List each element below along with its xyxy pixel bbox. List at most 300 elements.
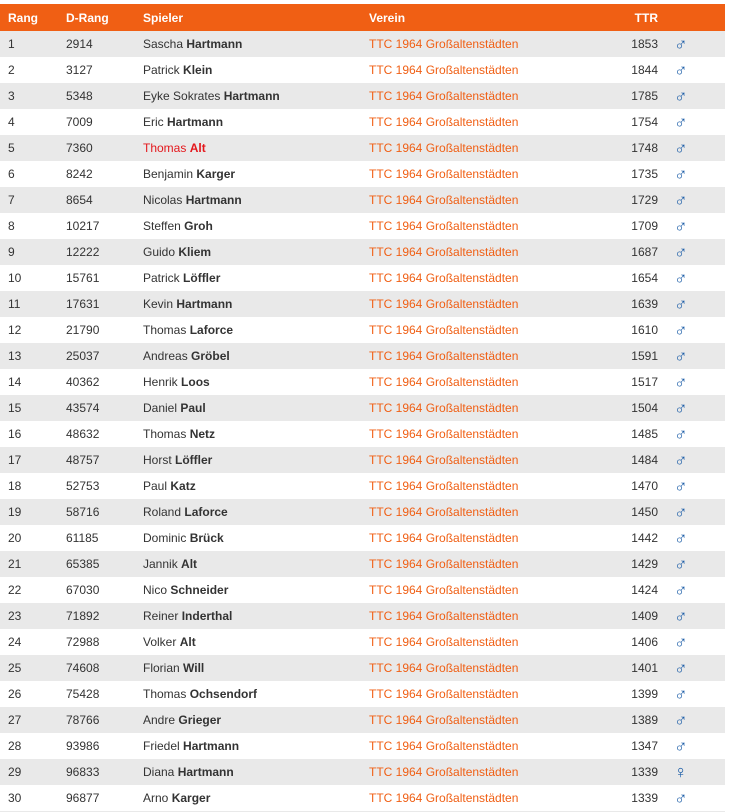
player-link[interactable] xyxy=(143,37,242,51)
ttr-cell: 1853 xyxy=(592,31,658,57)
player-cell xyxy=(143,655,369,681)
player-cell xyxy=(143,707,369,733)
ttr-cell: 1389 xyxy=(592,707,658,733)
drang-cell: 8654 xyxy=(66,187,143,213)
player-first-name: Patrick xyxy=(143,271,180,285)
male-icon: ♂ xyxy=(674,502,688,522)
player-link[interactable] xyxy=(143,401,206,415)
table-row xyxy=(0,83,725,109)
player-first-name: Sascha xyxy=(143,36,184,51)
ttr-cell: 1409 xyxy=(592,603,658,629)
player-link[interactable] xyxy=(143,453,212,467)
ttr-cell: 1639 xyxy=(592,291,658,317)
drang-cell: 21790 xyxy=(66,317,143,343)
table-row xyxy=(0,239,725,265)
male-icon: ♂ xyxy=(674,164,688,184)
player-link[interactable] xyxy=(143,479,196,493)
gender-cell xyxy=(658,83,725,109)
ttr-cell: 1654 xyxy=(592,265,658,291)
male-icon: ♂ xyxy=(674,398,688,418)
player-cell xyxy=(143,135,369,161)
drang-cell: 2914 xyxy=(66,31,143,57)
male-icon: ♂ xyxy=(674,606,688,626)
player-link[interactable] xyxy=(143,245,211,259)
player-link[interactable] xyxy=(143,687,257,701)
player-link[interactable] xyxy=(143,323,233,337)
table-row xyxy=(0,187,725,213)
club-link[interactable]: TTC 1964 Großaltenstädten xyxy=(369,479,519,493)
player-cell xyxy=(143,239,369,265)
player-first-name: Arno xyxy=(143,791,169,805)
table-row xyxy=(0,499,725,525)
player-link[interactable] xyxy=(143,531,224,545)
rang-cell: 13 xyxy=(0,343,66,369)
drang-cell: 74608 xyxy=(66,655,143,681)
player-cell xyxy=(143,187,369,213)
player-cell xyxy=(143,525,369,551)
player-link[interactable] xyxy=(143,635,196,649)
ttr-cell: 1729 xyxy=(592,187,658,213)
gender-cell xyxy=(658,239,725,265)
player-last-name: Loos xyxy=(181,375,210,389)
player-last-name: Grieger xyxy=(178,713,222,727)
club-link[interactable]: TTC 1964 Großaltenstädten xyxy=(369,63,519,77)
male-icon: ♂ xyxy=(674,476,688,496)
rang-cell: 3 xyxy=(0,83,66,109)
club-link[interactable]: TTC 1964 Großaltenstädten xyxy=(369,635,519,649)
club-link[interactable]: TTC 1964 Großaltenstädten xyxy=(369,713,519,727)
rang-cell: 21 xyxy=(0,551,66,577)
drang-cell: 58716 xyxy=(66,499,143,525)
player-first-name: Daniel xyxy=(143,401,178,415)
club-cell xyxy=(369,317,592,343)
player-first-name: Kevin xyxy=(143,297,174,311)
table-row xyxy=(0,655,725,681)
player-first-name: Roland xyxy=(143,505,182,519)
club-cell xyxy=(369,187,592,213)
club-link[interactable]: TTC 1964 Großaltenstädten xyxy=(369,375,519,389)
ttr-cell: 1339 xyxy=(592,785,658,811)
player-cell xyxy=(143,343,369,369)
player-cell xyxy=(143,161,369,187)
player-first-name: Nicolas xyxy=(143,193,183,207)
header-row xyxy=(0,4,725,31)
player-last-name: Inderthal xyxy=(181,609,233,623)
player-last-name: Hartmann xyxy=(176,297,233,311)
player-first-name: Henrik xyxy=(143,375,178,389)
rang-cell: 22 xyxy=(0,577,66,603)
player-cell xyxy=(143,603,369,629)
player-link[interactable] xyxy=(143,765,234,779)
player-link[interactable] xyxy=(143,271,220,285)
player-first-name: Dominic xyxy=(143,531,187,545)
club-link[interactable]: TTC 1964 Großaltenstädten xyxy=(369,401,519,415)
table-row xyxy=(0,707,725,733)
male-icon: ♂ xyxy=(674,658,688,678)
player-link[interactable] xyxy=(143,349,230,363)
player-last-name: Kliem xyxy=(178,245,212,259)
gender-cell xyxy=(658,733,725,759)
player-first-name: Volker xyxy=(143,635,177,649)
drang-cell: 7360 xyxy=(66,135,143,161)
drang-cell: 78766 xyxy=(66,707,143,733)
club-cell xyxy=(369,447,592,473)
table-row xyxy=(0,343,725,369)
player-last-name: Hartmann xyxy=(183,739,240,753)
club-link[interactable]: TTC 1964 Großaltenstädten xyxy=(369,219,519,233)
drang-cell: 61185 xyxy=(66,525,143,551)
table-row xyxy=(0,135,725,161)
drang-cell: 75428 xyxy=(66,681,143,707)
drang-cell: 72988 xyxy=(66,629,143,655)
rang-cell: 28 xyxy=(0,733,66,759)
club-link[interactable]: TTC 1964 Großaltenstädten xyxy=(369,531,519,545)
male-icon: ♂ xyxy=(674,450,688,470)
male-icon: ♂ xyxy=(674,112,688,132)
ttr-cell: 1339 xyxy=(592,759,658,785)
club-link[interactable]: TTC 1964 Großaltenstädten xyxy=(369,193,519,207)
player-link[interactable] xyxy=(143,505,228,519)
player-cell xyxy=(143,473,369,499)
player-last-name: Groh xyxy=(184,219,213,233)
ttr-cell: 1406 xyxy=(592,629,658,655)
table-body xyxy=(0,31,725,811)
club-link[interactable]: TTC 1964 Großaltenstädten xyxy=(369,765,519,779)
rang-cell: 14 xyxy=(0,369,66,395)
club-cell xyxy=(369,265,592,291)
table-row xyxy=(0,109,725,135)
gender-cell xyxy=(658,135,725,161)
drang-cell: 17631 xyxy=(66,291,143,317)
club-cell xyxy=(369,161,592,187)
club-cell xyxy=(369,655,592,681)
club-cell xyxy=(369,759,592,785)
table-row xyxy=(0,447,725,473)
player-cell xyxy=(143,395,369,421)
rang-cell: 15 xyxy=(0,395,66,421)
male-icon: ♂ xyxy=(674,684,688,704)
male-icon: ♂ xyxy=(674,268,688,288)
table-row xyxy=(0,473,725,499)
male-icon: ♂ xyxy=(674,60,688,80)
player-link[interactable] xyxy=(143,375,210,389)
rang-cell: 25 xyxy=(0,655,66,681)
club-link[interactable]: TTC 1964 Großaltenstädten xyxy=(369,687,519,701)
male-icon: ♂ xyxy=(674,294,688,314)
drang-cell: 15761 xyxy=(66,265,143,291)
player-first-name: Patrick xyxy=(143,63,180,77)
player-cell xyxy=(143,629,369,655)
ttr-cell: 1687 xyxy=(592,239,658,265)
club-link[interactable]: TTC 1964 Großaltenstädten xyxy=(369,739,519,753)
gender-cell xyxy=(658,603,725,629)
club-link[interactable]: TTC 1964 Großaltenstädten xyxy=(369,167,519,181)
club-cell xyxy=(369,421,592,447)
player-first-name: Thomas xyxy=(143,687,187,701)
male-icon: ♂ xyxy=(674,216,688,236)
club-link[interactable]: TTC 1964 Großaltenstädten xyxy=(369,505,519,519)
gender-cell xyxy=(658,31,725,57)
player-link[interactable] xyxy=(143,583,228,597)
table-row xyxy=(0,317,725,343)
rang-cell: 10 xyxy=(0,265,66,291)
column-header-ttr[interactable]: TTR xyxy=(634,10,658,25)
club-cell xyxy=(369,551,592,577)
player-last-name: Karger xyxy=(196,167,236,181)
player-first-name: Florian xyxy=(143,661,180,675)
gender-cell xyxy=(658,343,725,369)
club-cell xyxy=(369,213,592,239)
drang-cell: 52753 xyxy=(66,473,143,499)
player-first-name: Jannik xyxy=(143,557,178,571)
player-cell xyxy=(143,31,369,57)
player-link[interactable] xyxy=(143,609,232,623)
male-icon: ♂ xyxy=(674,788,688,808)
drang-cell: 7009 xyxy=(66,109,143,135)
gender-cell xyxy=(658,187,725,213)
gender-cell xyxy=(658,369,725,395)
player-link[interactable] xyxy=(143,427,215,441)
club-cell xyxy=(369,369,592,395)
gender-cell xyxy=(658,161,725,187)
table-row xyxy=(0,161,725,187)
ttr-cell: 1709 xyxy=(592,213,658,239)
club-link[interactable]: TTC 1964 Großaltenstädten xyxy=(369,271,519,285)
club-cell xyxy=(369,473,592,499)
rang-cell: 5 xyxy=(0,135,66,161)
rang-cell: 8 xyxy=(0,213,66,239)
club-cell xyxy=(369,395,592,421)
club-cell xyxy=(369,629,592,655)
column-header-verein[interactable]: Verein xyxy=(369,10,406,25)
ttr-cell: 1591 xyxy=(592,343,658,369)
club-link[interactable]: TTC 1964 Großaltenstädten xyxy=(369,297,519,311)
player-cell xyxy=(143,681,369,707)
club-link[interactable]: TTC 1964 Großaltenstädten xyxy=(369,115,519,129)
drang-cell: 12222 xyxy=(66,239,143,265)
male-icon: ♂ xyxy=(674,528,688,548)
gender-cell xyxy=(658,213,725,239)
column-header-spieler[interactable]: Spieler xyxy=(143,10,184,25)
table-row xyxy=(0,759,725,785)
ttr-cell: 1484 xyxy=(592,447,658,473)
club-cell xyxy=(369,109,592,135)
gender-cell xyxy=(658,395,725,421)
male-icon: ♂ xyxy=(674,736,688,756)
club-cell xyxy=(369,681,592,707)
player-last-name: Löffler xyxy=(183,271,221,285)
rang-cell: 30 xyxy=(0,785,66,811)
club-link[interactable]: TTC 1964 Großaltenstädten xyxy=(369,245,519,259)
player-first-name: Eyke Sokrates xyxy=(143,89,221,103)
male-icon: ♂ xyxy=(674,710,688,730)
column-header-drang[interactable]: D-Rang xyxy=(66,10,109,25)
player-link[interactable] xyxy=(143,141,206,155)
gender-cell xyxy=(658,57,725,83)
rang-cell: 1 xyxy=(0,31,66,57)
player-link[interactable] xyxy=(143,791,210,805)
table-row xyxy=(0,577,725,603)
club-link[interactable]: TTC 1964 Großaltenstädten xyxy=(369,141,519,155)
gender-cell xyxy=(658,447,725,473)
gender-cell xyxy=(658,577,725,603)
player-link[interactable] xyxy=(143,115,223,129)
player-first-name: Thomas xyxy=(143,323,187,337)
club-cell xyxy=(369,733,592,759)
player-link[interactable] xyxy=(143,63,212,77)
table-row xyxy=(0,733,725,759)
player-cell xyxy=(143,759,369,785)
player-first-name: Nico xyxy=(143,583,168,597)
gender-cell xyxy=(658,317,725,343)
gender-cell xyxy=(658,759,725,785)
male-icon: ♂ xyxy=(674,580,688,600)
drang-cell: 25037 xyxy=(66,343,143,369)
gender-cell xyxy=(658,499,725,525)
table-row xyxy=(0,31,725,57)
player-first-name: Reiner xyxy=(143,609,179,623)
club-cell xyxy=(369,603,592,629)
rang-cell: 23 xyxy=(0,603,66,629)
player-link[interactable] xyxy=(143,739,239,753)
club-cell xyxy=(369,57,592,83)
player-cell xyxy=(143,369,369,395)
player-last-name: Alt xyxy=(189,141,206,155)
player-last-name: Ochsendorf xyxy=(189,687,258,701)
player-cell xyxy=(143,213,369,239)
club-cell xyxy=(369,135,592,161)
column-header-rang[interactable]: Rang xyxy=(8,10,38,25)
drang-cell: 8242 xyxy=(66,161,143,187)
rang-cell: 24 xyxy=(0,629,66,655)
player-last-name: Laforce xyxy=(189,323,234,337)
ttr-cell: 1470 xyxy=(592,473,658,499)
gender-cell xyxy=(658,655,725,681)
gender-cell xyxy=(658,265,725,291)
drang-cell: 48757 xyxy=(66,447,143,473)
club-link[interactable]: TTC 1964 Großaltenstädten xyxy=(369,89,519,103)
player-first-name: Guido xyxy=(143,245,176,259)
male-icon: ♂ xyxy=(674,190,688,210)
rang-cell: 19 xyxy=(0,499,66,525)
table-header xyxy=(0,4,725,31)
club-cell xyxy=(369,707,592,733)
drang-cell: 43574 xyxy=(66,395,143,421)
club-link[interactable]: TTC 1964 Großaltenstädten xyxy=(369,609,519,623)
table-row xyxy=(0,603,725,629)
club-cell xyxy=(369,31,592,57)
club-link[interactable]: TTC 1964 Großaltenstädten xyxy=(369,427,519,441)
drang-cell: 96877 xyxy=(66,785,143,811)
rang-cell: 2 xyxy=(0,57,66,83)
ttr-cell: 1401 xyxy=(592,655,658,681)
player-last-name: Will xyxy=(183,661,205,675)
ttr-cell: 1347 xyxy=(592,733,658,759)
club-cell xyxy=(369,239,592,265)
player-first-name: Diana xyxy=(143,765,175,779)
player-last-name: Netz xyxy=(189,427,216,441)
male-icon: ♂ xyxy=(674,346,688,366)
player-last-name: Alt xyxy=(179,635,196,649)
player-first-name: Thomas xyxy=(143,141,187,155)
male-icon: ♂ xyxy=(674,320,688,340)
club-link[interactable]: TTC 1964 Großaltenstädten xyxy=(369,661,519,675)
gender-cell xyxy=(658,707,725,733)
male-icon: ♂ xyxy=(674,632,688,652)
club-cell xyxy=(369,785,592,811)
club-cell xyxy=(369,499,592,525)
player-first-name: Andreas xyxy=(143,349,188,363)
player-link[interactable] xyxy=(143,193,242,207)
rang-cell: 4 xyxy=(0,109,66,135)
rang-cell: 7 xyxy=(0,187,66,213)
player-first-name: Steffen xyxy=(143,219,181,233)
player-link[interactable] xyxy=(143,713,221,727)
club-link[interactable]: TTC 1964 Großaltenstädten xyxy=(369,323,519,337)
table-row xyxy=(0,525,725,551)
drang-cell: 10217 xyxy=(66,213,143,239)
female-icon: ♀ xyxy=(674,762,688,782)
club-link[interactable]: TTC 1964 Großaltenstädten xyxy=(369,557,519,571)
gender-cell xyxy=(658,629,725,655)
player-last-name: Schneider xyxy=(170,583,229,597)
drang-cell: 96833 xyxy=(66,759,143,785)
player-last-name: Gröbel xyxy=(191,349,230,363)
ttr-cell: 1485 xyxy=(592,421,658,447)
gender-cell xyxy=(658,473,725,499)
ttr-cell: 1610 xyxy=(592,317,658,343)
drang-cell: 3127 xyxy=(66,57,143,83)
table-row xyxy=(0,629,725,655)
club-link[interactable]: TTC 1964 Großaltenstädten xyxy=(369,583,519,597)
male-icon: ♂ xyxy=(674,138,688,158)
player-last-name: Alt xyxy=(181,557,198,571)
drang-cell: 48632 xyxy=(66,421,143,447)
gender-cell xyxy=(658,681,725,707)
ttr-cell: 1504 xyxy=(592,395,658,421)
club-cell xyxy=(369,83,592,109)
rang-cell: 11 xyxy=(0,291,66,317)
club-link[interactable]: TTC 1964 Großaltenstädten xyxy=(369,349,519,363)
player-link[interactable] xyxy=(143,89,280,103)
gender-cell xyxy=(658,291,725,317)
player-last-name: Löffler xyxy=(175,453,213,467)
ttr-cell: 1517 xyxy=(592,369,658,395)
rang-cell: 29 xyxy=(0,759,66,785)
player-link[interactable] xyxy=(143,557,197,571)
ttr-cell: 1754 xyxy=(592,109,658,135)
player-link[interactable] xyxy=(143,661,204,675)
player-cell xyxy=(143,57,369,83)
club-link[interactable]: TTC 1964 Großaltenstädten xyxy=(369,453,519,467)
player-cell xyxy=(143,551,369,577)
rang-cell: 9 xyxy=(0,239,66,265)
club-link[interactable]: TTC 1964 Großaltenstädten xyxy=(369,36,519,51)
player-last-name: Hartmann xyxy=(223,89,280,103)
drang-cell: 67030 xyxy=(66,577,143,603)
player-link[interactable] xyxy=(143,167,235,181)
player-link[interactable] xyxy=(143,297,232,311)
ttr-cell: 1785 xyxy=(592,83,658,109)
player-first-name: Paul xyxy=(143,479,168,493)
player-link[interactable] xyxy=(143,219,213,233)
club-link[interactable]: TTC 1964 Großaltenstädten xyxy=(369,791,519,805)
table-row xyxy=(0,395,725,421)
drang-cell: 40362 xyxy=(66,369,143,395)
player-cell xyxy=(143,421,369,447)
rang-cell: 17 xyxy=(0,447,66,473)
player-last-name: Hartmann xyxy=(177,765,234,779)
